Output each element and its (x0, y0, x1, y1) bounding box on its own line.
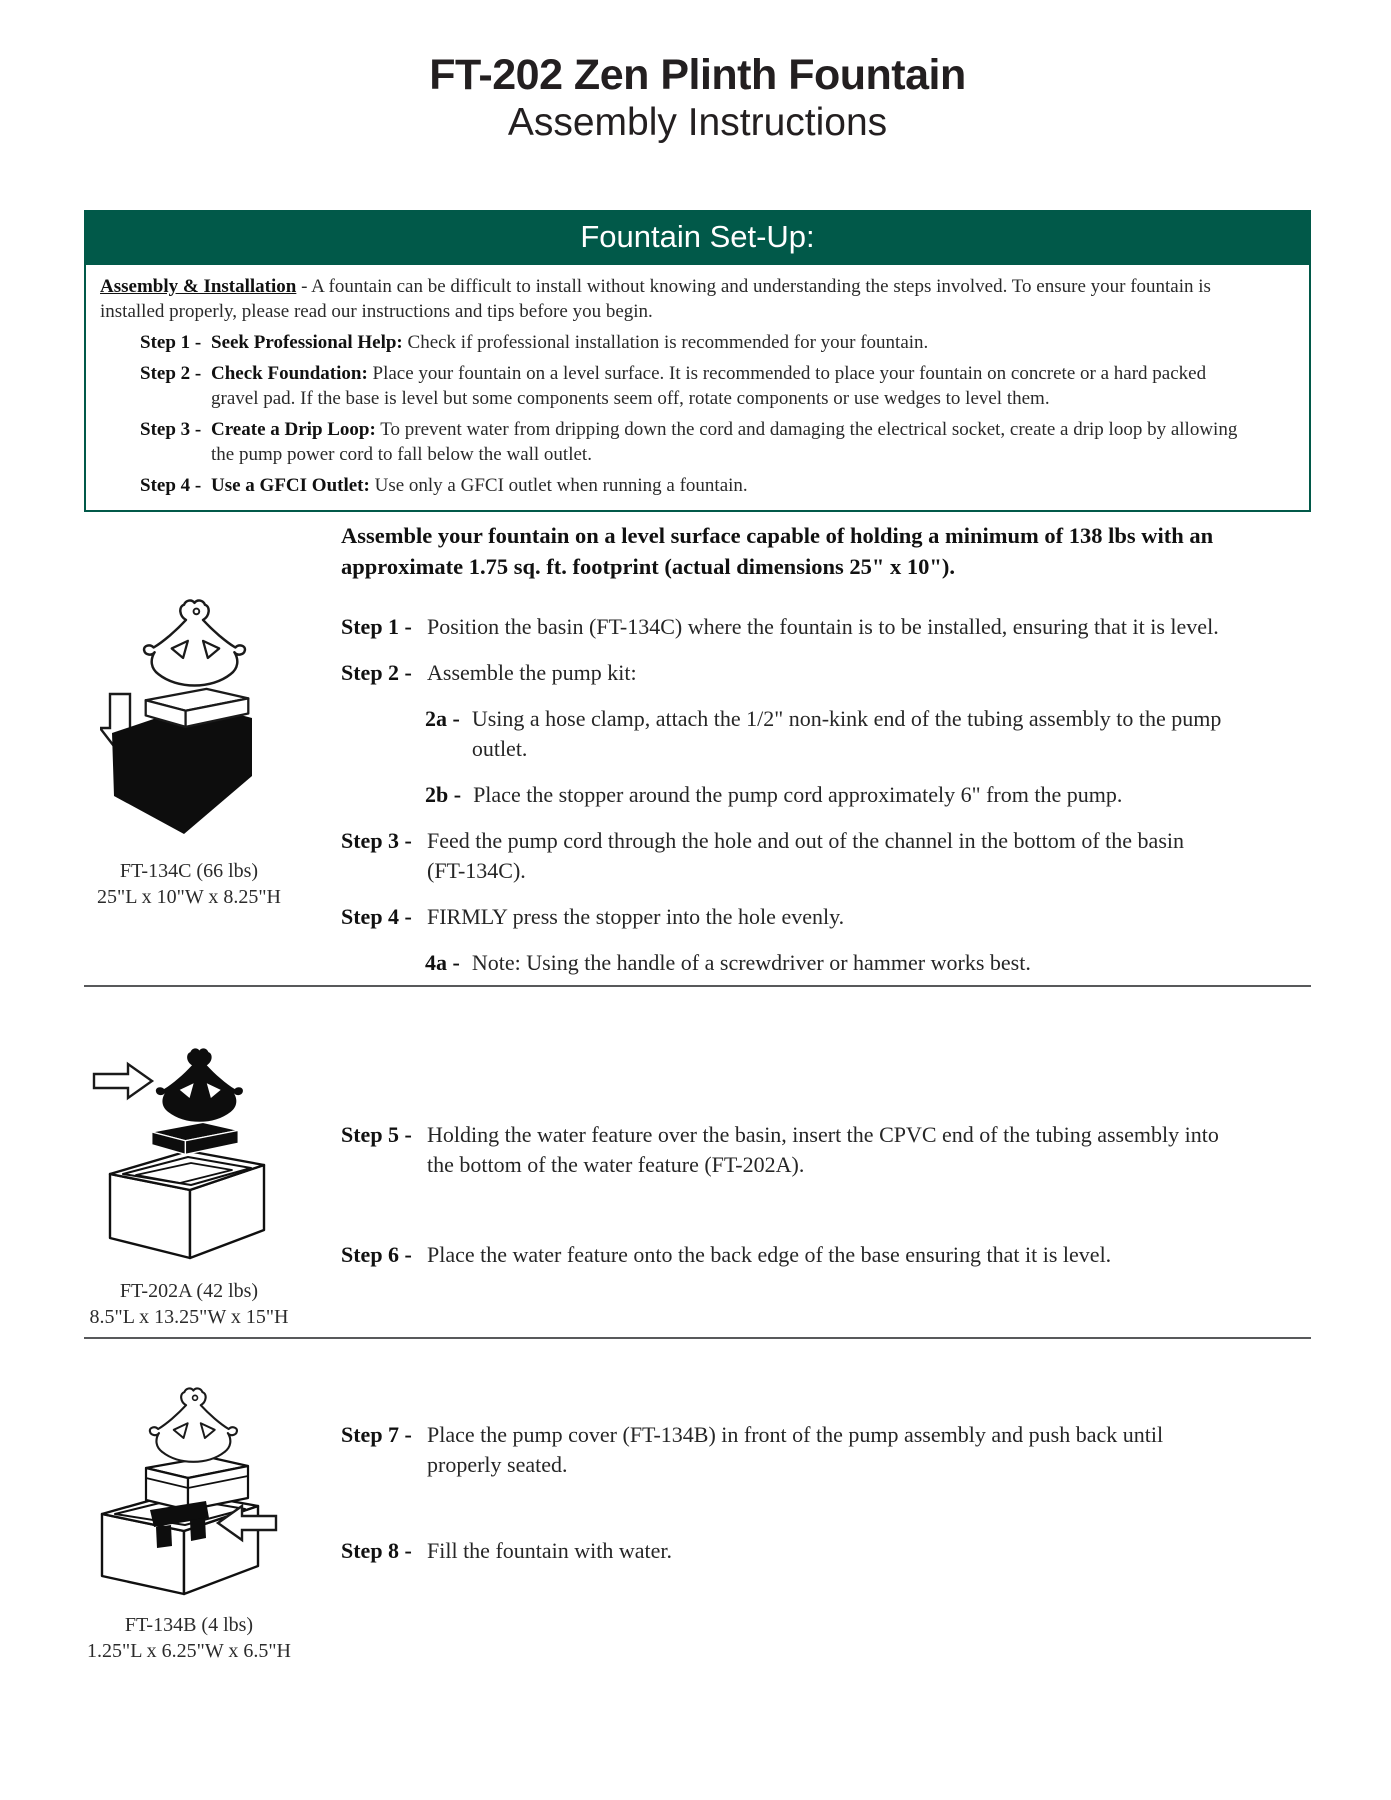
step-text: Holding the water feature over the basin, insert the CPVC end of the tubing assembly into the bottom of the water feature (FT-202A). (427, 1122, 1219, 1177)
setup-steps-list (100, 330, 1295, 498)
basin-illustration (100, 598, 275, 858)
step-text: Place the water feature onto the back edge of the base ensuring that it is level. (427, 1242, 1112, 1267)
setup-step (140, 473, 1295, 498)
step-text: Place the stopper around the pump cord approximately 6" from the pump. (473, 782, 1123, 807)
step-row (341, 826, 1271, 886)
figure-dimensions: 25"L x 10"W x 8.25"H (97, 886, 281, 908)
setup-intro-label: Assembly & Installation (100, 276, 297, 297)
page-subtitle: Assembly Instructions (507, 101, 888, 145)
figure-part-number: FT-202A (42 lbs) (119, 1280, 259, 1302)
sub-step-row (425, 780, 1271, 810)
setup-step-title: Seek Professional Help: (211, 332, 403, 353)
setup-step-text: Check if professional installation is recommended for your fountain. (407, 332, 929, 353)
step-row (341, 658, 1271, 688)
step-label: Step 2 - (341, 660, 412, 685)
step-text: Note: Using the handle of a screwdriver or hammer works best. (471, 950, 1031, 975)
step-label: Step 6 - (341, 1242, 412, 1267)
step-text: FIRMLY press the stopper into the hole evenly. (427, 904, 845, 929)
step-row (341, 1120, 1271, 1180)
step-label: Step 4 - (341, 904, 412, 929)
document-header (84, 52, 1311, 146)
setup-step-title: Create a Drip Loop: (211, 419, 376, 440)
water-feature-illustration (92, 1046, 277, 1296)
step-label: Step 7 - (341, 1422, 412, 1447)
assembly-steps-section1 (341, 612, 1271, 994)
step-row (341, 1536, 1271, 1566)
setup-step-text: Place your fountain on a level surface. It is recommended to place your fountain on concrete or a hard packed (372, 363, 1207, 384)
step-text: Fill the fountain with water. (427, 1538, 673, 1563)
setup-step-text: Use only a GFCI outlet when running a fountain. (374, 475, 748, 496)
step-row (341, 902, 1271, 932)
setup-step-label: Step 2 - (140, 363, 202, 384)
zen-figure-outline (144, 601, 245, 686)
setup-step-label: Step 3 - (140, 419, 202, 440)
assembly-steps-section2 (341, 1120, 1271, 1330)
assembly-intro (341, 520, 1251, 582)
setup-box-header: Fountain Set-Up: (86, 212, 1309, 265)
sub-step-row (425, 704, 1271, 764)
sub-step-row (425, 948, 1271, 978)
step-row (341, 1240, 1271, 1270)
figure-part-number: FT-134B (4 lbs) (124, 1614, 254, 1636)
step-row (341, 1420, 1271, 1480)
setup-box-body (86, 265, 1309, 510)
step-label: 4a - (425, 950, 460, 975)
figure-dimensions: 8.5"L x 13.25"W x 15"H (89, 1306, 289, 1328)
figure-caption (56, 1612, 322, 1664)
step-row (341, 612, 1271, 642)
setup-intro (100, 274, 1295, 324)
assembly-intro-line1: Assemble your fountain on a level surface capable of holding a minimum of 138 lbs with an (341, 523, 1214, 548)
plinth-two-tier (146, 1457, 248, 1510)
assembly-steps-section3 (341, 1420, 1271, 1622)
setup-step (140, 417, 1295, 467)
figure-basin (100, 598, 275, 863)
step-text: Place the pump cover (FT-134B) in front of the pump assembly and push back until properly seated. (427, 1422, 1164, 1477)
figure-water-feature (92, 1046, 277, 1301)
figure-caption (64, 1278, 314, 1330)
zen-figure-silhouette (156, 1048, 243, 1121)
step-text: Assemble the pump kit: (427, 660, 637, 685)
step-label: Step 1 - (341, 614, 412, 639)
section-divider (84, 985, 1311, 987)
figure-dimensions: 1.25"L x 6.25"W x 6.5"H (87, 1640, 291, 1662)
step-text: Feed the pump cord through the hole and out of the channel in the bottom of the basin (FT-134C). (427, 828, 1184, 883)
setup-step-title: Check Foundation: (211, 363, 368, 384)
setup-step-text: the pump power cord to fall below the wall outlet. (211, 444, 592, 465)
step-label: 2a - (425, 706, 460, 731)
step-label: Step 5 - (341, 1122, 412, 1147)
page-title: FT-202 Zen Plinth Fountain (429, 51, 966, 99)
setup-intro-line1: - A fountain can be difficult to install without knowing and understanding the steps involved. To ensure your fountain is (296, 276, 1211, 297)
setup-step (140, 361, 1295, 411)
setup-step-text: To prevent water from dripping down the cord and damaging the electrical socket, create a drip loop by allowing (380, 419, 1238, 440)
step-label: Step 3 - (341, 828, 412, 853)
setup-step (140, 330, 1295, 355)
assembly-intro-line2: approximate 1.75 sq. ft. footprint (actual dimensions 25" x 10"). (341, 554, 955, 579)
figure-pump-cover (88, 1386, 293, 1621)
pump-cover-illustration (88, 1386, 293, 1616)
section-divider (84, 1337, 1311, 1339)
step-label: 2b - (425, 782, 462, 807)
setup-step-title: Use a GFCI Outlet: (211, 475, 370, 496)
step-label: Step 8 - (341, 1538, 412, 1563)
setup-step-label: Step 4 - (140, 475, 202, 496)
fountain-setup-box (84, 210, 1311, 512)
figure-caption (64, 858, 314, 910)
step-text: Using a hose clamp, attach the 1/2" non-kink end of the tubing assembly to the pump outlet. (471, 706, 1222, 761)
figure-part-number: FT-134C (66 lbs) (119, 860, 259, 882)
setup-intro-line2: installed properly, please read our instructions and tips before you begin. (100, 301, 653, 322)
zen-figure-outline (150, 1388, 237, 1461)
setup-step-text: gravel pad. If the base is level but some components seem off, rotate components or use wedges to level them. (211, 388, 1050, 409)
setup-step-label: Step 1 - (140, 332, 202, 353)
step-text: Position the basin (FT-134C) where the fountain is to be installed, ensuring that it is level. (427, 614, 1219, 639)
basin-outline (110, 1151, 264, 1258)
right-arrow-icon (94, 1064, 152, 1098)
plinth-silhouette (152, 1122, 238, 1154)
